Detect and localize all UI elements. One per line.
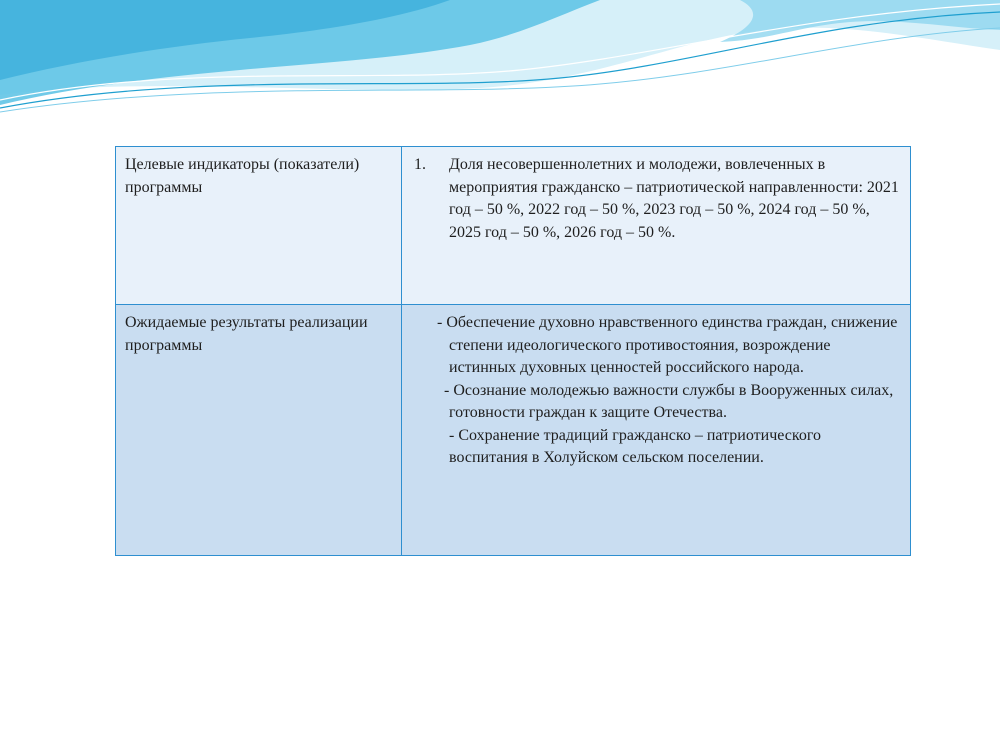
indicator-text: Доля несовершеннолетних и молодежи, вовлеченных в мероприятия гражданско – патриотической направленности: 2021 год – 50 %, 2022 год – 50 %, 2023 год – 50 %, 2024 год – 50 %, 2025 год – 50 %, 2026 год – 50 %. [449, 156, 899, 241]
result-item: - Осознание молодежью важности службы в Вооруженных силах, готовности граждан к защите Отечества. [444, 381, 894, 421]
indicators-label: Целевые индикаторы (показатели) программы [125, 156, 360, 196]
table-row-results [116, 305, 911, 556]
indicator-number: 1. [414, 156, 426, 173]
result-item: - Сохранение традиций гражданско – патриотического воспитания в Холуйском сельском поселении. [449, 426, 821, 466]
indicators-label-cell [116, 147, 402, 305]
table-row-indicators [116, 147, 911, 305]
result-item: - Обеспечение духовно нравственного единства граждан, снижение степени идеологического противостояния, возрождение истинных духовных ценностей российского народа. [437, 314, 898, 376]
results-list [402, 305, 910, 470]
results-label-cell [116, 305, 402, 556]
results-label: Ожидаемые результаты реализации программы [125, 314, 368, 354]
decorative-wave-header [0, 0, 1000, 130]
indicator-item [402, 147, 910, 244]
indicators-value-cell [402, 147, 911, 305]
results-value-cell [402, 305, 911, 556]
program-table [115, 146, 911, 556]
